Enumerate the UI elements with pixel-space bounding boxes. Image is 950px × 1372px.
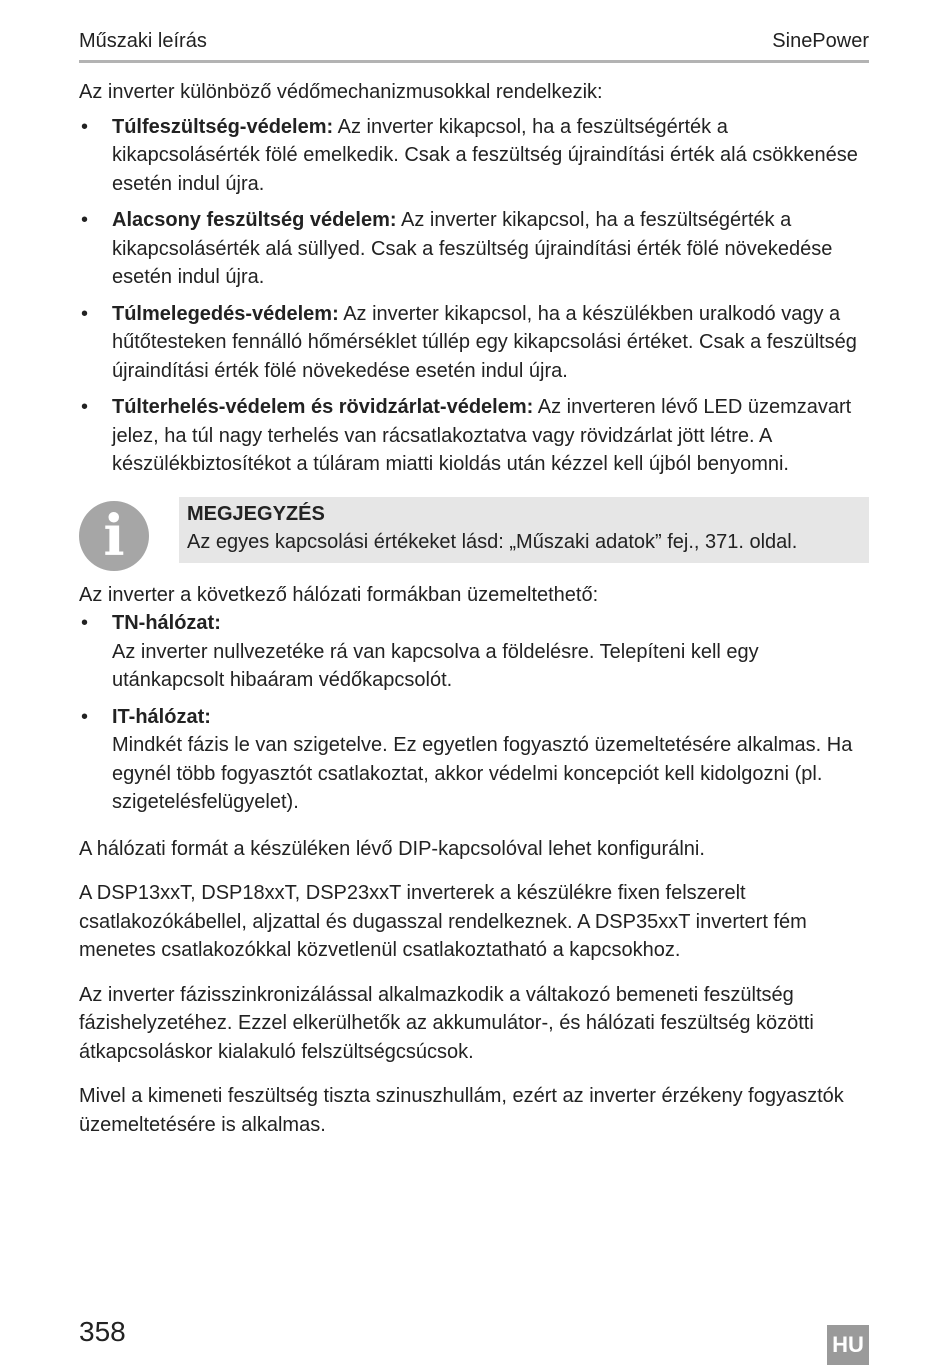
networks-intro: Az inverter a következő hálózati formákban üzemeltethető:	[79, 583, 599, 606]
language-tab: HU	[827, 1325, 869, 1365]
page-content	[79, 78, 869, 1139]
item-term: Túlterhelés-védelem és rövidzárlat-védelem:	[112, 396, 534, 418]
paragraph: Az inverter fázisszinkronizálással alkalmazkodik a váltakozó bemeneti feszültség fázishelyzetéhez. Ezzel elkerülhetők az akkumulátor-, és hálózati feszültség közötti átkapcsoláskor kialakuló felszültségcsúcsok.	[79, 983, 814, 1063]
bullet-icon: •	[81, 705, 89, 728]
item-term: Túlfeszültség-védelem:	[112, 115, 334, 138]
protections-list	[79, 113, 869, 479]
page-header	[79, 30, 869, 63]
bullet-icon: •	[81, 302, 89, 325]
bullet-icon: •	[81, 396, 89, 418]
bullet-icon: •	[81, 612, 89, 634]
info-icon: i	[79, 501, 179, 563]
bullet-icon: •	[81, 209, 89, 231]
note-box	[179, 497, 869, 563]
protections-intro: Az inverter különböző védőmechanizmusokkal rendelkezik:	[79, 81, 603, 103]
item-term: IT-hálózat:	[112, 705, 211, 728]
item-text: Az inverter nullvezetéke rá van kapcsolva a földelésre. Telepíteni kell egy utánkapcsolt hibaáram védőkapcsolót.	[112, 640, 759, 691]
list-item	[79, 113, 869, 199]
item-text: Az inverter kikapcsol, ha a készülékben uralkodó vagy a hűtőtesteken fennálló hőmérséklet túllép egy kikapcsolási értéket. Csak a feszültség újraindítási érték fölé növekedése esetén indul újra.	[112, 302, 857, 382]
paragraph: Mivel a kimeneti feszültség tiszta szinuszhullám, ezért az inverter érzékeny fogyasztók üzemeltetésére is alkalmas.	[79, 1085, 844, 1136]
list-item	[79, 393, 869, 479]
networks-list	[79, 609, 869, 817]
item-term: Alacsony feszültség védelem:	[112, 209, 397, 231]
paragraph: A DSP13xxT, DSP18xxT, DSP23xxT inverterek a készülékre fixen felszerelt csatlakozókábellel, aljzattal és dugasszal rendelkeznek. A DSP35xxT invertert fém menetes csatlakozókkal közvetlenül csatlakoztatható a kapcsokhoz.	[79, 882, 807, 961]
item-text: Az inverter kikapcsol, ha a feszültségérték a kikapcsolásérték fölé emelkedik. Csak a feszültség újraindítási érték alá csökkenése esetén indul újra.	[112, 115, 858, 195]
list-item	[79, 300, 869, 386]
bullet-icon: •	[81, 115, 89, 138]
item-text: Mindkét fázis le van szigetelve. Ez egyetlen fogyasztó üzemeltetésére alkalmas. Ha egynél több fogyasztót csatlakoztat, akkor védelmi koncepciót kell kidolgozni (pl. szigetelésfelügyelet).	[112, 734, 853, 813]
list-item	[79, 703, 869, 817]
item-term: TN-hálózat:	[112, 612, 221, 634]
header-section-title: Műszaki leírás	[79, 30, 207, 52]
item-text: Az inverteren lévő LED üzemzavart jelez, ha túl nagy terhelés van rácsatlakoztatva vagy rövidzárlat jött létre. A készülékbiztosítékot a túláram miatti kioldás után kézzel kell újból benyomni.	[112, 396, 852, 475]
page-number: 358	[79, 1316, 126, 1347]
note-title: MEGJEGYZÉS	[187, 502, 325, 525]
item-text: Az inverter kikapcsol, ha a feszültségérték a kikapcsolásérték alá süllyed. Csak a feszültség újraindítási érték fölé növekedése esetén indul újra.	[112, 209, 833, 288]
header-product-name: SinePower	[772, 30, 869, 52]
item-term: Túlmelegedés-védelem:	[112, 302, 339, 325]
paragraph: A hálózati formát a készüléken lévő DIP-kapcsolóval lehet konfigurálni.	[79, 837, 705, 860]
list-item	[79, 609, 869, 695]
note-text: Az egyes kapcsolási értékeket lásd: „Műszaki adatok” fej., 371. oldal.	[187, 531, 798, 553]
note-callout	[79, 501, 869, 569]
list-item	[79, 206, 869, 292]
